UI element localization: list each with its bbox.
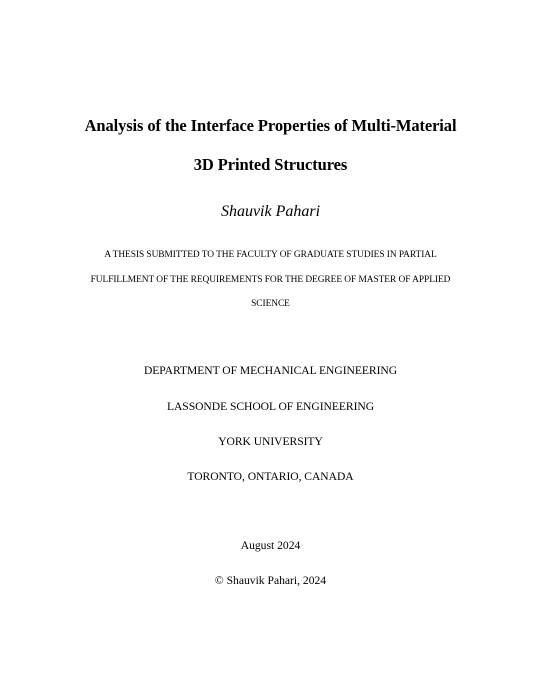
thesis-title-line-2: 3D Printed Structures [193, 155, 348, 174]
university: YORK UNIVERSITY [218, 435, 323, 448]
submission-date: August 2024 [240, 539, 301, 552]
thesis-title-line-1: Analysis of the Interface Properties of Multi-Material [84, 116, 457, 135]
thesis-statement-line-2: FULFILLMENT OF THE REQUIREMENTS FOR THE DEGREE OF MASTER OF APPLIED [90, 275, 451, 285]
thesis-statement-line-3: SCIENCE [251, 299, 290, 309]
author-name: Shauvik Pahari [220, 203, 321, 220]
department: DEPARTMENT OF MECHANICAL ENGINEERING [143, 364, 398, 377]
location: TORONTO, ONTARIO, CANADA [187, 470, 354, 483]
copyright-notice: © Shauvik Pahari, 2024 [214, 574, 327, 587]
school: LASSONDE SCHOOL OF ENGINEERING [166, 400, 375, 413]
thesis-statement-line-1: A THESIS SUBMITTED TO THE FACULTY OF GRADUATE STUDIES IN PARTIAL [104, 250, 437, 260]
